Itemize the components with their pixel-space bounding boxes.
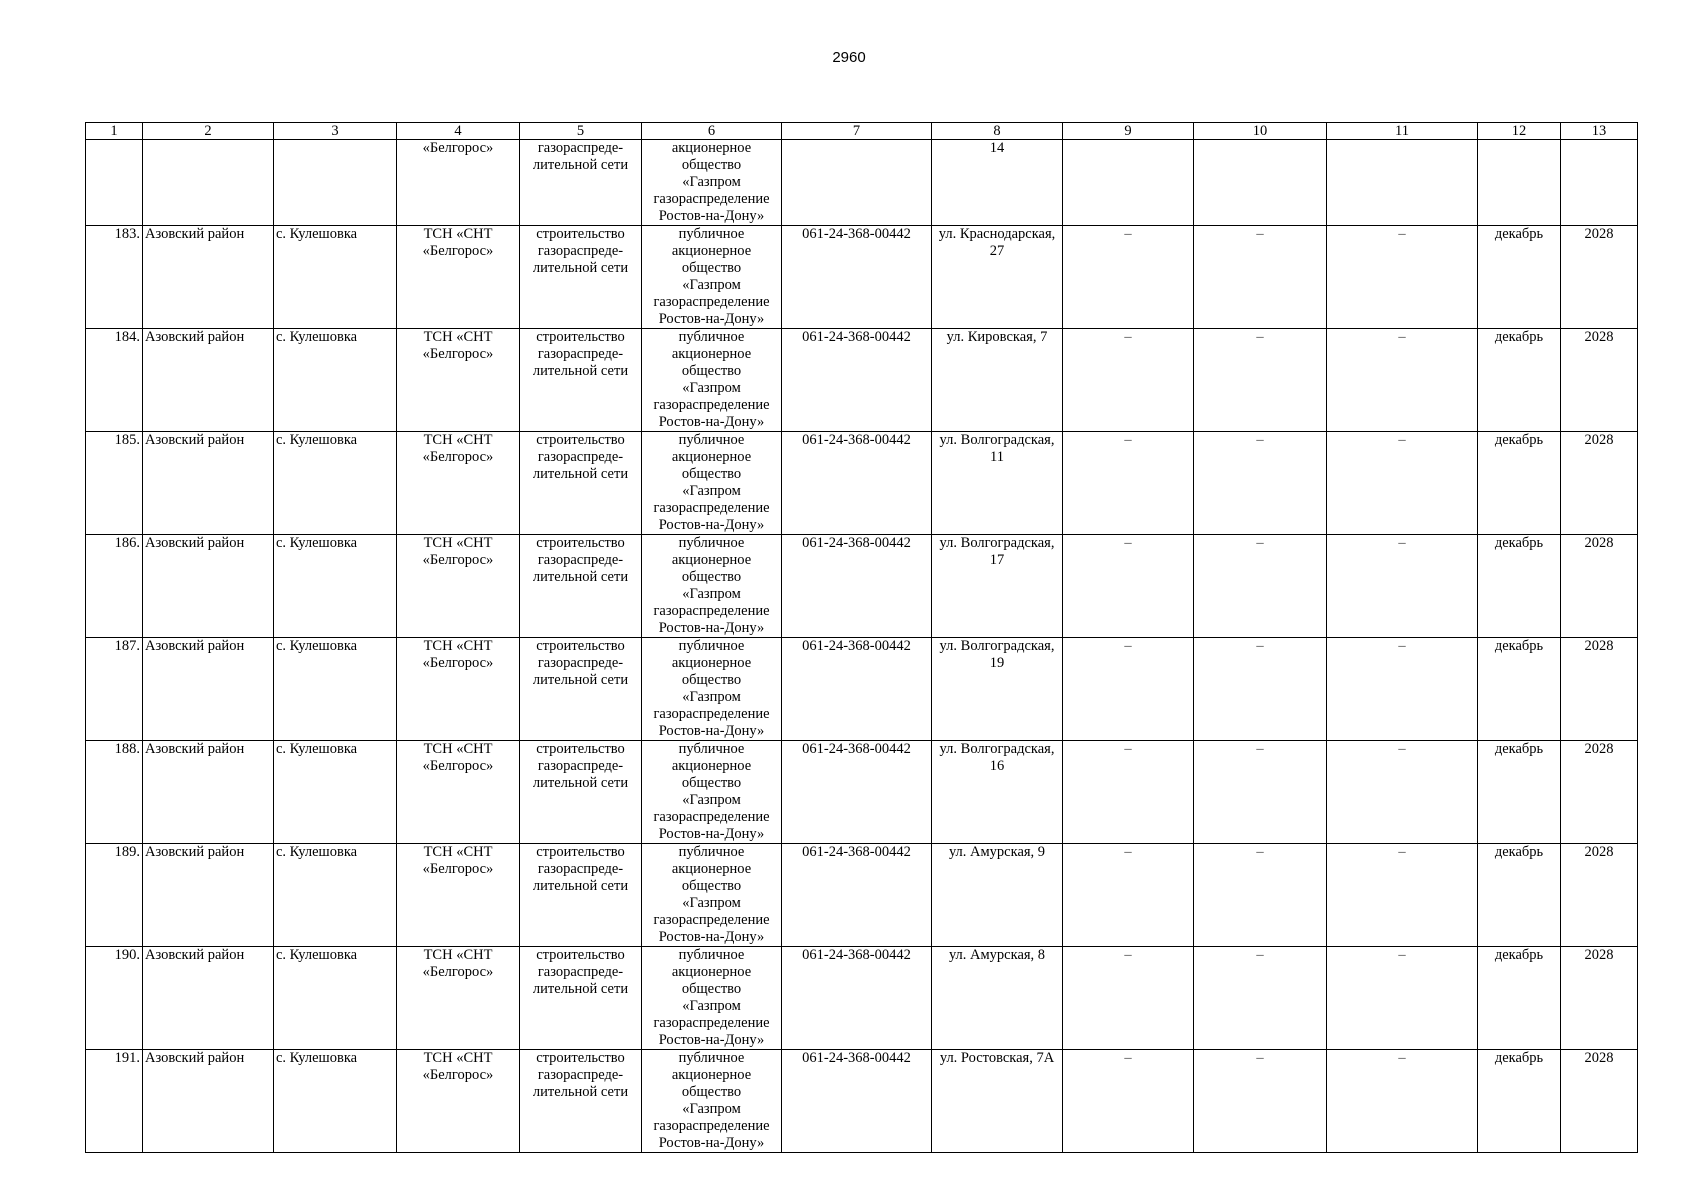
work-cell-line: лительной сети — [532, 363, 629, 379]
operator-cell-line: акционерное — [671, 449, 752, 465]
work-cell — [520, 741, 642, 844]
work-cell-line: газораспреде- — [537, 964, 624, 980]
address-cell — [932, 329, 1063, 432]
district-cell: Азовский район — [143, 638, 274, 741]
cont-work-line: газораспреде- — [537, 140, 624, 156]
year-cell: 2028 — [1561, 535, 1638, 638]
operator-cell-line: общество — [681, 1084, 742, 1100]
cont-cell-1 — [86, 140, 143, 226]
work-cell-line: строительство — [536, 226, 625, 242]
operator-cell — [642, 741, 782, 844]
col10-cell: – — [1194, 329, 1327, 432]
col11-cell: – — [1327, 844, 1478, 947]
operator-cell-line: общество — [681, 981, 742, 997]
district-cell: Азовский район — [143, 947, 274, 1050]
col11-cell: – — [1327, 1050, 1478, 1153]
cont-cell-3 — [274, 140, 397, 226]
org-cell-line: «Белгорос» — [422, 346, 494, 362]
work-cell-line: строительство — [536, 947, 625, 963]
operator-cell-line: акционерное — [671, 346, 752, 362]
org-cell-line: «Белгорос» — [422, 964, 494, 980]
operator-cell-line: «Газпром — [682, 689, 741, 705]
code-cell: 061-24-368-00442 — [782, 226, 932, 329]
work-cell-line: лительной сети — [532, 981, 629, 997]
operator-cell-line: «Газпром — [682, 1101, 741, 1117]
col10-cell: – — [1194, 535, 1327, 638]
year-cell: 2028 — [1561, 638, 1638, 741]
operator-cell-line: акционерное — [671, 861, 752, 877]
row-number: 188. — [86, 741, 143, 844]
org-cell-line: «Белгорос» — [422, 758, 494, 774]
year-cell: 2028 — [1561, 947, 1638, 1050]
operator-cell — [642, 535, 782, 638]
org-cell — [397, 844, 520, 947]
operator-cell — [642, 947, 782, 1050]
operator-cell-line: акционерное — [671, 1067, 752, 1083]
locality-cell: с. Кулешовка — [274, 844, 397, 947]
cont-operator-line: «Газпром — [682, 174, 741, 190]
page-number: 2960 — [832, 49, 866, 66]
month-cell: декабрь — [1478, 1050, 1561, 1153]
work-cell-line: газораспреде- — [537, 552, 624, 568]
code-cell: 061-24-368-00442 — [782, 1050, 932, 1153]
operator-cell-line: публичное — [678, 535, 745, 551]
row-number: 184. — [86, 329, 143, 432]
operator-cell-line: публичное — [678, 432, 745, 448]
address-cell — [932, 741, 1063, 844]
work-cell-line: строительство — [536, 638, 625, 654]
operator-cell-line: газораспределение — [653, 294, 770, 310]
cont-operator-line: общество — [681, 157, 742, 173]
data-table — [85, 122, 1638, 1153]
address-cell-line: ул. Ростовская, 7А — [939, 1050, 1055, 1066]
operator-cell-line: акционерное — [671, 243, 752, 259]
col9-cell: – — [1063, 535, 1194, 638]
work-cell-line: газораспреде- — [537, 449, 624, 465]
work-cell — [520, 947, 642, 1050]
address-cell-line: ул. Волгоградская, — [939, 535, 1055, 551]
work-cell-line: строительство — [536, 1050, 625, 1066]
operator-cell-line: публичное — [678, 638, 745, 654]
operator-cell-line: общество — [681, 672, 742, 688]
address-cell-line: ул. Краснодарская, — [938, 226, 1056, 242]
operator-cell-line: «Газпром — [682, 586, 741, 602]
operator-cell-line: Ростов-на-Дону» — [658, 311, 765, 327]
operator-cell-line: общество — [681, 260, 742, 276]
district-cell: Азовский район — [143, 844, 274, 947]
operator-cell — [642, 226, 782, 329]
cont-operator-line: газораспределение — [653, 191, 770, 207]
address-cell — [932, 947, 1063, 1050]
column-header: 9 — [1063, 123, 1194, 140]
col11-cell: – — [1327, 947, 1478, 1050]
operator-cell-line: Ростов-на-Дону» — [658, 723, 765, 739]
cont-cell-9 — [1063, 140, 1194, 226]
cont-cell-address: 14 — [932, 140, 1063, 226]
locality-cell: с. Кулешовка — [274, 638, 397, 741]
operator-cell-line: газораспределение — [653, 809, 770, 825]
org-cell-line: ТСН «СНТ — [423, 741, 493, 757]
code-cell: 061-24-368-00442 — [782, 844, 932, 947]
address-cell-line: 11 — [990, 449, 1004, 465]
work-cell-line: газораспреде- — [537, 655, 624, 671]
district-cell: Азовский район — [143, 226, 274, 329]
operator-cell-line: публичное — [678, 741, 745, 757]
code-cell: 061-24-368-00442 — [782, 535, 932, 638]
row-number: 185. — [86, 432, 143, 535]
work-cell-line: лительной сети — [532, 878, 629, 894]
column-header: 4 — [397, 123, 520, 140]
work-cell-line: лительной сети — [532, 1084, 629, 1100]
month-cell: декабрь — [1478, 844, 1561, 947]
col9-cell: – — [1063, 844, 1194, 947]
org-cell-line: «Белгорос» — [422, 655, 494, 671]
cont-cell-10 — [1194, 140, 1327, 226]
month-cell: декабрь — [1478, 947, 1561, 1050]
column-header: 3 — [274, 123, 397, 140]
org-cell — [397, 535, 520, 638]
column-header: 5 — [520, 123, 642, 140]
table-row — [86, 741, 1638, 844]
operator-cell-line: газораспределение — [653, 500, 770, 516]
operator-cell-line: газораспределение — [653, 912, 770, 928]
org-cell — [397, 638, 520, 741]
year-cell: 2028 — [1561, 1050, 1638, 1153]
org-cell-line: ТСН «СНТ — [423, 947, 493, 963]
work-cell — [520, 329, 642, 432]
row-number: 187. — [86, 638, 143, 741]
district-cell: Азовский район — [143, 432, 274, 535]
operator-cell-line: Ростов-на-Дону» — [658, 1135, 765, 1151]
work-cell-line: газораспреде- — [537, 346, 624, 362]
address-cell-line: 17 — [989, 552, 1005, 568]
work-cell-line: строительство — [536, 432, 625, 448]
column-header: 11 — [1327, 123, 1478, 140]
table-body — [86, 140, 1638, 1153]
work-cell-line: лительной сети — [532, 775, 629, 791]
address-cell — [932, 638, 1063, 741]
org-cell — [397, 947, 520, 1050]
year-cell: 2028 — [1561, 844, 1638, 947]
operator-cell-line: публичное — [678, 329, 745, 345]
address-cell-line: ул. Волгоградская, — [939, 638, 1055, 654]
org-cell-line: ТСН «СНТ — [423, 329, 493, 345]
col10-cell: – — [1194, 947, 1327, 1050]
work-cell — [520, 638, 642, 741]
col9-cell: – — [1063, 741, 1194, 844]
year-cell: 2028 — [1561, 741, 1638, 844]
table-row — [86, 432, 1638, 535]
table-row — [86, 329, 1638, 432]
column-header: 7 — [782, 123, 932, 140]
col10-cell: – — [1194, 1050, 1327, 1153]
org-cell-line: «Белгорос» — [422, 243, 494, 259]
org-cell-line: «Белгорос» — [422, 861, 494, 877]
table-row — [86, 535, 1638, 638]
org-cell-line: ТСН «СНТ — [423, 844, 493, 860]
col10-cell: – — [1194, 844, 1327, 947]
operator-cell-line: «Газпром — [682, 998, 741, 1014]
address-cell — [932, 226, 1063, 329]
org-cell-line: «Белгорос» — [422, 449, 494, 465]
col11-cell: – — [1327, 226, 1478, 329]
header-row — [86, 123, 1638, 140]
row-number: 190. — [86, 947, 143, 1050]
org-cell-line: ТСН «СНТ — [423, 535, 493, 551]
work-cell — [520, 226, 642, 329]
col11-cell: – — [1327, 432, 1478, 535]
operator-cell-line: общество — [681, 363, 742, 379]
operator-cell-line: акционерное — [671, 964, 752, 980]
locality-cell: с. Кулешовка — [274, 226, 397, 329]
work-cell-line: строительство — [536, 535, 625, 551]
table-row — [86, 638, 1638, 741]
operator-cell — [642, 329, 782, 432]
code-cell: 061-24-368-00442 — [782, 741, 932, 844]
operator-cell-line: общество — [681, 775, 742, 791]
locality-cell: с. Кулешовка — [274, 741, 397, 844]
row-number: 186. — [86, 535, 143, 638]
locality-cell: с. Кулешовка — [274, 432, 397, 535]
cont-cell-work — [520, 140, 642, 226]
col11-cell: – — [1327, 329, 1478, 432]
operator-cell-line: «Газпром — [682, 792, 741, 808]
column-header: 1 — [86, 123, 143, 140]
operator-cell-line: газораспределение — [653, 1118, 770, 1134]
org-cell — [397, 1050, 520, 1153]
column-header: 8 — [932, 123, 1063, 140]
col9-cell: – — [1063, 1050, 1194, 1153]
column-header: 12 — [1478, 123, 1561, 140]
operator-cell-line: публичное — [678, 226, 745, 242]
org-cell — [397, 432, 520, 535]
cont-cell-org: «Белгорос» — [397, 140, 520, 226]
org-cell-line: ТСН «СНТ — [423, 432, 493, 448]
operator-cell-line: Ростов-на-Дону» — [658, 620, 765, 636]
cont-cell-7 — [782, 140, 932, 226]
address-cell-line: 19 — [989, 655, 1005, 671]
operator-cell-line: публичное — [678, 947, 745, 963]
address-cell-line: 16 — [989, 758, 1005, 774]
work-cell-line: газораспреде- — [537, 1067, 624, 1083]
year-cell: 2028 — [1561, 329, 1638, 432]
table-row — [86, 844, 1638, 947]
month-cell: декабрь — [1478, 535, 1561, 638]
cont-cell-2 — [143, 140, 274, 226]
district-cell: Азовский район — [143, 1050, 274, 1153]
locality-cell: с. Кулешовка — [274, 329, 397, 432]
operator-cell-line: газораспределение — [653, 397, 770, 413]
operator-cell-line: Ростов-на-Дону» — [658, 929, 765, 945]
month-cell: декабрь — [1478, 432, 1561, 535]
operator-cell-line: акционерное — [671, 758, 752, 774]
column-header: 13 — [1561, 123, 1638, 140]
cont-cell-12 — [1478, 140, 1561, 226]
table-row — [86, 1050, 1638, 1153]
work-cell-line: газораспреде- — [537, 861, 624, 877]
table-header — [86, 123, 1638, 140]
year-cell: 2028 — [1561, 226, 1638, 329]
operator-cell-line: «Газпром — [682, 895, 741, 911]
operator-cell-line: газораспределение — [653, 706, 770, 722]
col9-cell: – — [1063, 329, 1194, 432]
code-cell: 061-24-368-00442 — [782, 638, 932, 741]
address-cell — [932, 535, 1063, 638]
work-cell-line: строительство — [536, 741, 625, 757]
address-cell-line: ул. Волгоградская, — [939, 741, 1055, 757]
address-cell-line: ул. Кировская, 7 — [946, 329, 1048, 345]
operator-cell-line: общество — [681, 466, 742, 482]
col11-cell: – — [1327, 535, 1478, 638]
cont-cell-operator — [642, 140, 782, 226]
address-cell-line: ул. Амурская, 9 — [948, 844, 1046, 860]
col9-cell: – — [1063, 947, 1194, 1050]
work-cell-line: газораспреде- — [537, 758, 624, 774]
address-cell — [932, 1050, 1063, 1153]
work-cell-line: лительной сети — [532, 672, 629, 688]
col10-cell: – — [1194, 741, 1327, 844]
month-cell: декабрь — [1478, 638, 1561, 741]
cont-operator-line: Ростов-на-Дону» — [658, 208, 765, 224]
operator-cell-line: акционерное — [671, 552, 752, 568]
work-cell — [520, 1050, 642, 1153]
operator-cell — [642, 1050, 782, 1153]
operator-cell — [642, 638, 782, 741]
col9-cell: – — [1063, 638, 1194, 741]
col10-cell: – — [1194, 226, 1327, 329]
row-number: 191. — [86, 1050, 143, 1153]
month-cell: декабрь — [1478, 329, 1561, 432]
work-cell-line: лительной сети — [532, 569, 629, 585]
org-cell-line: «Белгорос» — [422, 552, 494, 568]
operator-cell-line: Ростов-на-Дону» — [658, 517, 765, 533]
work-cell-line: газораспреде- — [537, 243, 624, 259]
code-cell: 061-24-368-00442 — [782, 432, 932, 535]
cont-cell-13 — [1561, 140, 1638, 226]
col10-cell: – — [1194, 638, 1327, 741]
address-cell — [932, 844, 1063, 947]
code-cell: 061-24-368-00442 — [782, 947, 932, 1050]
work-cell — [520, 844, 642, 947]
work-cell — [520, 432, 642, 535]
col9-cell: – — [1063, 432, 1194, 535]
work-cell-line: строительство — [536, 844, 625, 860]
continuation-row — [86, 140, 1638, 226]
month-cell: декабрь — [1478, 226, 1561, 329]
operator-cell-line: акционерное — [671, 655, 752, 671]
operator-cell-line: Ростов-на-Дону» — [658, 826, 765, 842]
org-cell — [397, 741, 520, 844]
org-cell — [397, 329, 520, 432]
operator-cell-line: газораспределение — [653, 1015, 770, 1031]
district-cell: Азовский район — [143, 535, 274, 638]
address-cell — [932, 432, 1063, 535]
address-cell-line: ул. Волгоградская, — [939, 432, 1055, 448]
col11-cell: – — [1327, 741, 1478, 844]
locality-cell: с. Кулешовка — [274, 947, 397, 1050]
operator-cell-line: общество — [681, 569, 742, 585]
operator-cell-line: Ростов-на-Дону» — [658, 414, 765, 430]
work-cell — [520, 535, 642, 638]
operator-cell-line: Ростов-на-Дону» — [658, 1032, 765, 1048]
col10-cell: – — [1194, 432, 1327, 535]
locality-cell: с. Кулешовка — [274, 1050, 397, 1153]
work-cell-line: лительной сети — [532, 260, 629, 276]
org-cell-line: ТСН «СНТ — [423, 1050, 493, 1066]
operator-cell-line: публичное — [678, 844, 745, 860]
col9-cell: – — [1063, 226, 1194, 329]
operator-cell-line: публичное — [678, 1050, 745, 1066]
address-cell-line: 27 — [989, 243, 1005, 259]
operator-cell-line: газораспределение — [653, 603, 770, 619]
table-row — [86, 947, 1638, 1050]
cont-cell-11 — [1327, 140, 1478, 226]
cont-work-line: лительной сети — [532, 157, 629, 173]
work-cell-line: строительство — [536, 329, 625, 345]
org-cell-line: ТСН «СНТ — [423, 638, 493, 654]
row-number: 189. — [86, 844, 143, 947]
address-cell-line: ул. Амурская, 8 — [948, 947, 1046, 963]
cont-operator-line: акционерное — [671, 140, 752, 156]
operator-cell-line: «Газпром — [682, 483, 741, 499]
district-cell: Азовский район — [143, 329, 274, 432]
column-header: 10 — [1194, 123, 1327, 140]
row-number: 183. — [86, 226, 143, 329]
district-cell: Азовский район — [143, 741, 274, 844]
table-row — [86, 226, 1638, 329]
operator-cell-line: «Газпром — [682, 277, 741, 293]
org-cell-line: «Белгорос» — [422, 1067, 494, 1083]
org-cell-line: ТСН «СНТ — [423, 226, 493, 242]
code-cell: 061-24-368-00442 — [782, 329, 932, 432]
org-cell — [397, 226, 520, 329]
work-cell-line: лительной сети — [532, 466, 629, 482]
operator-cell-line: общество — [681, 878, 742, 894]
operator-cell — [642, 432, 782, 535]
column-header: 6 — [642, 123, 782, 140]
operator-cell-line: «Газпром — [682, 380, 741, 396]
col11-cell: – — [1327, 638, 1478, 741]
column-header: 2 — [143, 123, 274, 140]
operator-cell — [642, 844, 782, 947]
locality-cell: с. Кулешовка — [274, 535, 397, 638]
year-cell: 2028 — [1561, 432, 1638, 535]
month-cell: декабрь — [1478, 741, 1561, 844]
